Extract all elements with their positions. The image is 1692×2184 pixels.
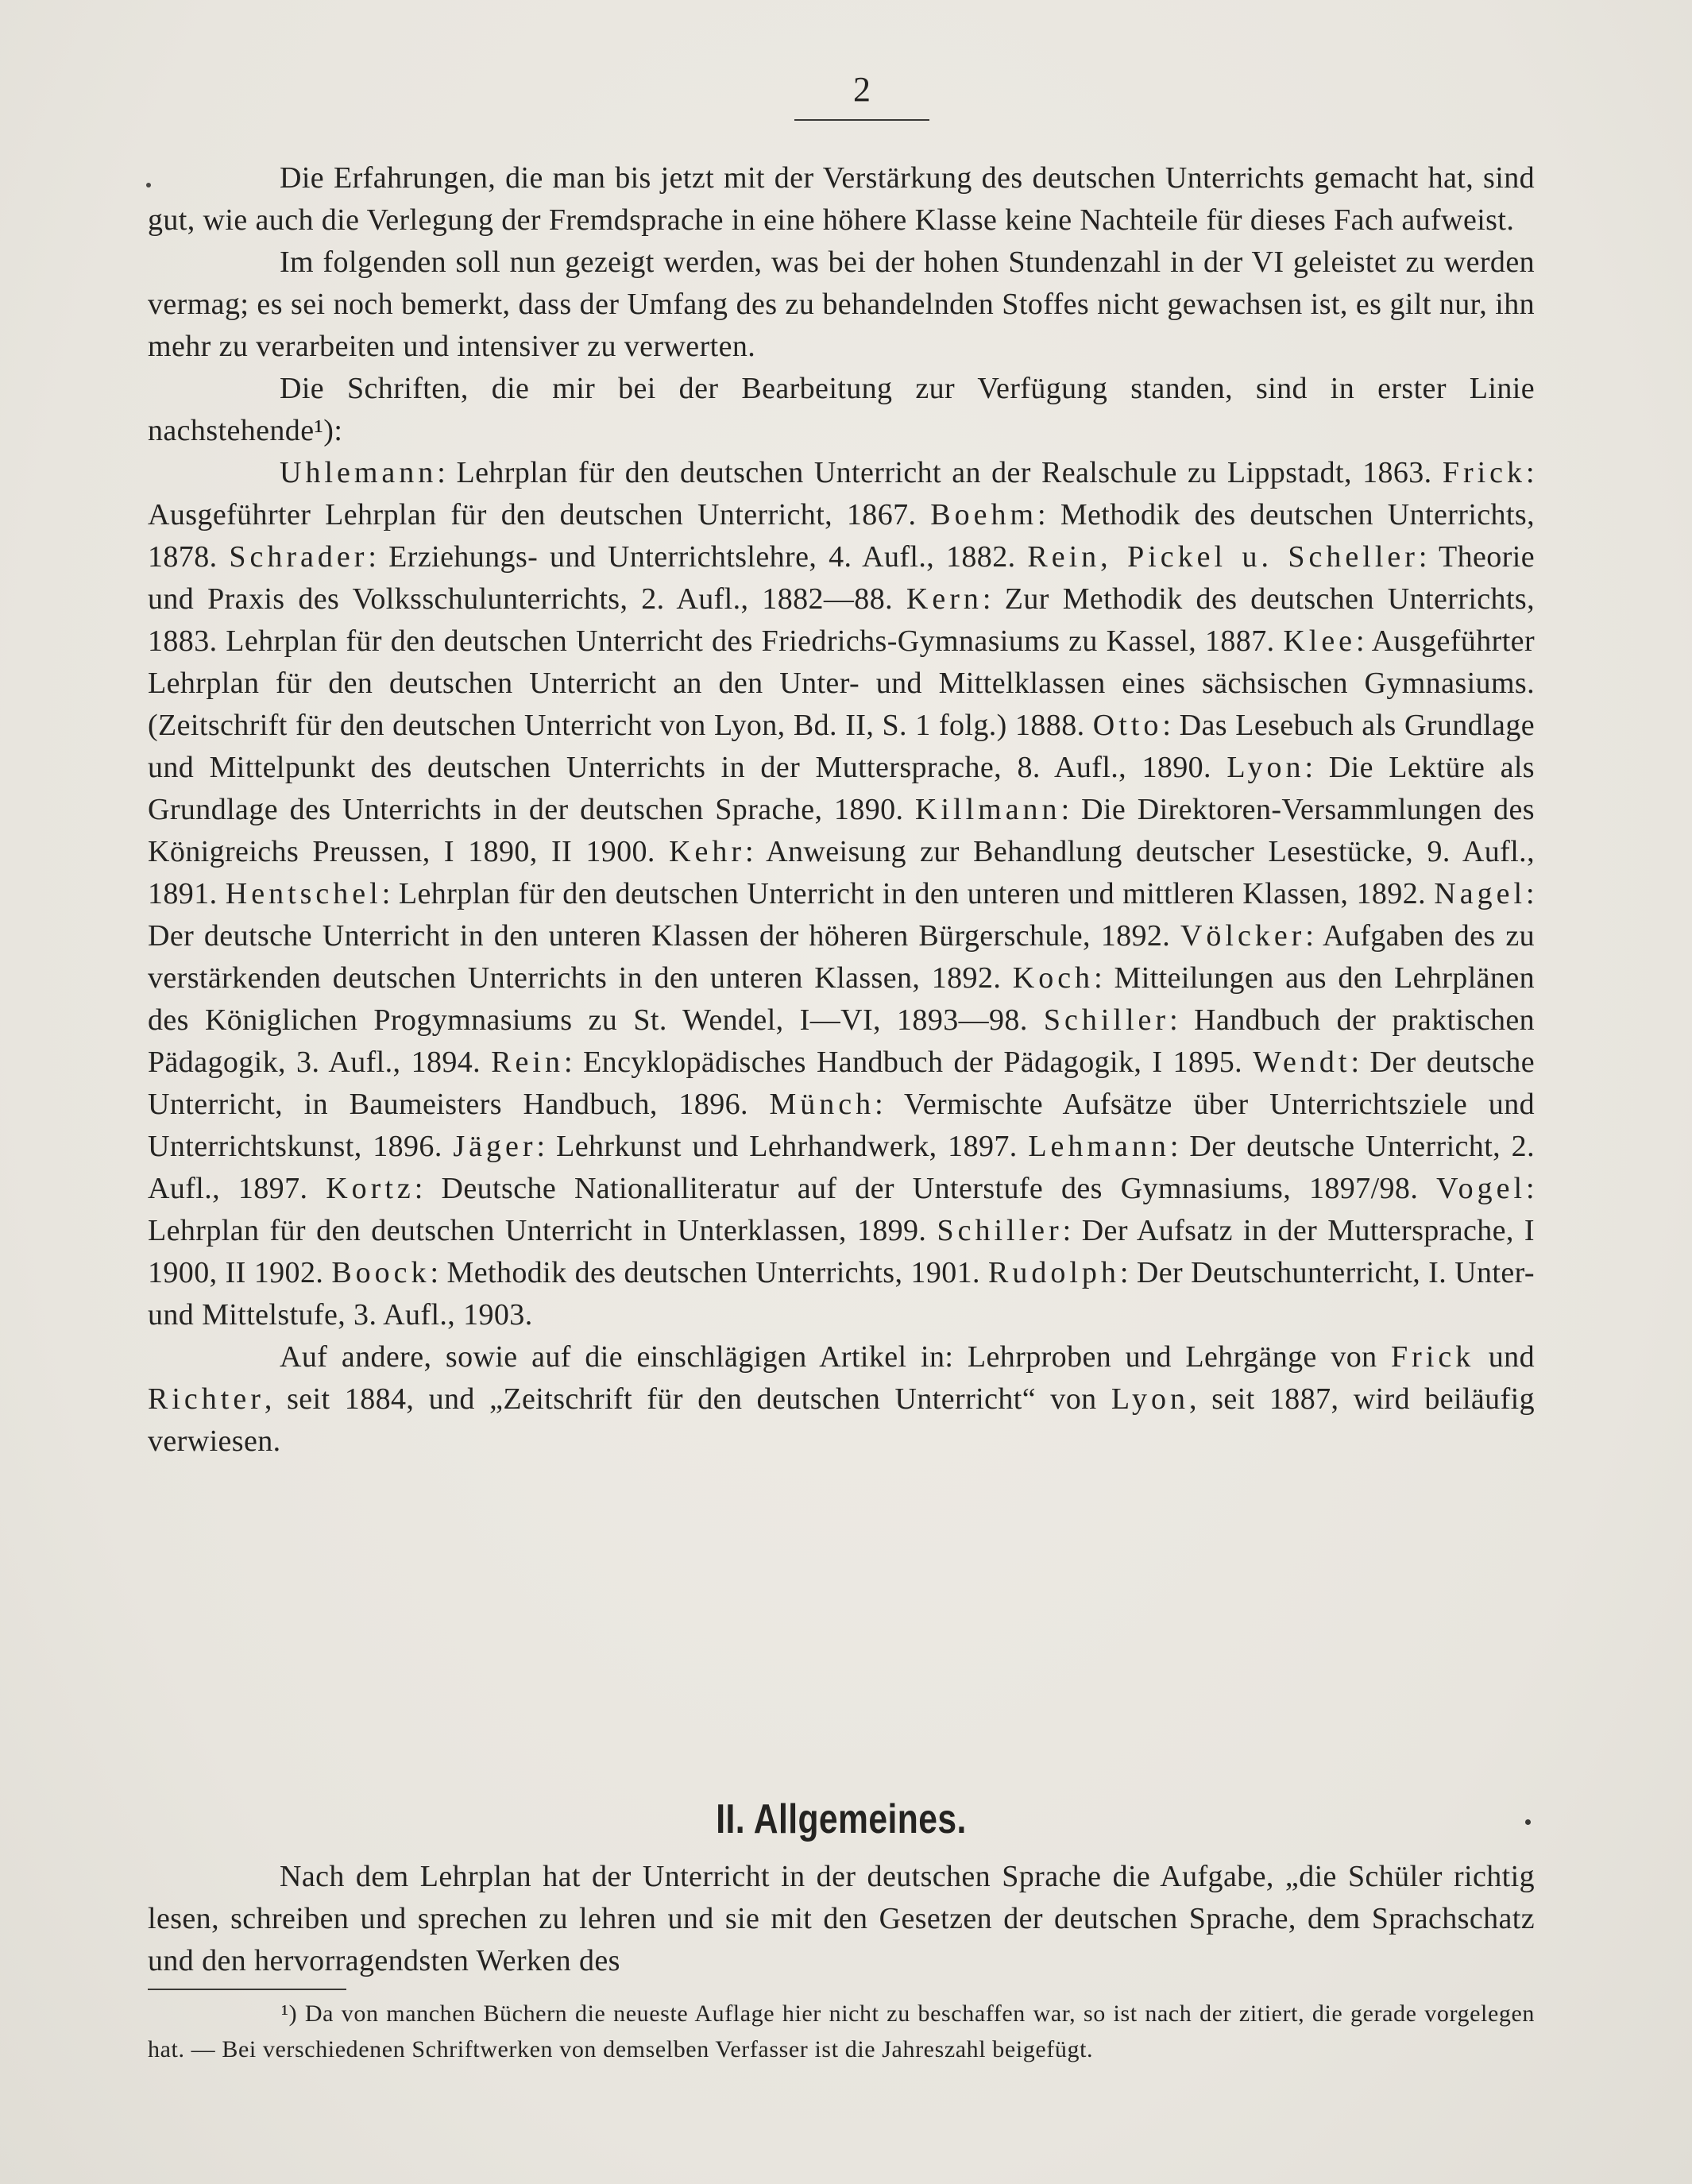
author-name: Kehr bbox=[669, 835, 746, 868]
text-run: : Das Lesebuch als Grundlage und Mittelpunkt des deutschen Unterrichts in der Muttersprache, 8. Aufl., 1890. bbox=[148, 709, 1535, 784]
text-run: Die Schriften, die mir bei der Bearbeitung zur Verfügung standen, sind in erster Linie nachstehende¹): bbox=[148, 372, 1535, 447]
author-name: Koch bbox=[1012, 961, 1095, 995]
text-run: : Lehrkunst und Lehrhandwerk, 1897. bbox=[536, 1130, 1029, 1163]
author-name: Lyon bbox=[1111, 1382, 1189, 1416]
text-run: : Aufgaben des zu verstärkenden deutschen Unterrichts in den unteren Klassen, 1892. bbox=[148, 919, 1535, 995]
paragraph bbox=[148, 242, 1535, 368]
author-name: Münch bbox=[769, 1088, 875, 1121]
text-run: : Die Direktoren-Versammlungen des Königreichs Preussen, I 1890, II 1900. bbox=[148, 793, 1535, 868]
paragraph bbox=[148, 1336, 1535, 1463]
author-name: Kortz bbox=[326, 1172, 415, 1205]
author-name: Rein, Pickel u. Scheller bbox=[1027, 540, 1419, 574]
author-name: Schiller bbox=[1043, 1003, 1170, 1037]
footnote bbox=[148, 1996, 1535, 2067]
text-run: : Der Deutschunterricht, I. Unter- und Mittelstufe, 3. Aufl., 1903. bbox=[148, 1256, 1535, 1332]
text-run: : Methodik des deutschen Unterrichts, 1901. bbox=[430, 1256, 988, 1289]
text-run: : Der deutsche Unterricht, 2. Aufl., 1897. bbox=[148, 1130, 1535, 1205]
paragraph bbox=[148, 368, 1535, 452]
author-name: Boehm bbox=[930, 498, 1038, 532]
section-heading: II. Allgemeines. bbox=[716, 1796, 967, 1842]
text-run: : Mitteilungen aus den Lehrplänen des Königlichen Progymnasiums zu St. Wendel, I—VI, 1893—98. bbox=[148, 961, 1535, 1037]
author-name: Killmann bbox=[915, 793, 1061, 826]
bibliography-paragraph bbox=[148, 452, 1535, 1336]
text-run: : Deutsche Nationalliteratur auf der Unterstufe des Gymnasiums, 1897/98. bbox=[414, 1172, 1437, 1205]
author-name: Jäger bbox=[453, 1130, 537, 1163]
text-run: : Der deutsche Unterricht in den unteren Klassen der höheren Bürgerschule, 1892. bbox=[148, 877, 1535, 953]
scan-speck bbox=[1525, 1819, 1531, 1825]
text-run: : Lehrplan für den deutschen Unterricht in den unteren und mittleren Klassen, 1892. bbox=[381, 877, 1435, 910]
text-run: : Vermischte Aufsätze über Unterrichtsziele und Unterrichtskunst, 1896. bbox=[148, 1088, 1535, 1163]
page-number: 2 bbox=[853, 70, 871, 109]
text-run: : Ausgeführter Lehrplan für den deutschen Unterricht an den Unter- und Mittelklassen eines sächsischen Gymnasiums. (Zeitschrift für den deutschen Unterricht von Lyon, Bd. II, S. 1 folg.) 1888. bbox=[148, 624, 1535, 742]
author-name: Uhlemann bbox=[280, 456, 438, 489]
author-name: Schiller bbox=[937, 1214, 1063, 1247]
text-run: : Lehrplan für den deutschen Unterricht an der Realschule zu Lippstadt, 1863. bbox=[437, 456, 1443, 489]
author-name: Boock bbox=[331, 1256, 431, 1289]
text-run: : Methodik des deutschen Unterrichts, 1878. bbox=[148, 498, 1535, 574]
text-run: Auf andere, sowie auf die einschlägigen Artikel in: Lehrproben und Lehrgänge von bbox=[280, 1340, 1392, 1374]
text-run: : Handbuch der praktischen Pädagogik, 3. Aufl., 1894. bbox=[148, 1003, 1536, 1079]
author-name: Klee bbox=[1283, 624, 1357, 658]
author-name: Richter bbox=[148, 1382, 265, 1416]
author-name: Wendt bbox=[1253, 1046, 1351, 1079]
author-name: Otto bbox=[1092, 709, 1163, 742]
text-run: : Zur Methodik des deutschen Unterrichts, 1883. Lehrplan für den deutschen Unterricht des Friedrichs-Gymnasiums zu Kassel, 1887. bbox=[148, 582, 1535, 658]
text-run: : Lehrplan für den deutschen Unterricht in Unterklassen, 1899. bbox=[148, 1172, 1535, 1247]
author-name: Lehmann bbox=[1028, 1130, 1170, 1163]
author-name: Rudolph bbox=[988, 1256, 1120, 1289]
text-run: Im folgenden soll nun gezeigt werden, was bei der hohen Stundenzahl in der VI geleistet zu werden vermag; es sei noch bemerkt, dass der Umfang des zu behandelnden Stoffes nicht gewachsen ist, es gilt nur, ihn mehr zu verarbeiten und intensiver zu verwerten. bbox=[148, 245, 1535, 363]
page-number-rule bbox=[794, 119, 929, 121]
footnote-rule bbox=[148, 1989, 346, 1990]
author-name: Hentschel bbox=[225, 877, 382, 910]
author-name: Schrader bbox=[229, 540, 369, 574]
body-text bbox=[148, 157, 1535, 1463]
text-run: , seit 1887, wird beiläufig verwiesen. bbox=[148, 1382, 1535, 1458]
text-run: Die Erfahrungen, die man bis jetzt mit der Verstärkung des deutschen Unterrichts gemacht hat, sind gut, wie auch die Verlegung der Fremdsprache in eine höhere Klasse keine Nachteile für dieses Fach aufweist. bbox=[148, 161, 1535, 237]
author-name: Frick bbox=[1391, 1340, 1475, 1374]
author-name: Rein bbox=[491, 1046, 564, 1079]
section-heading-block bbox=[148, 1788, 1535, 1851]
text-run: : Ausgeführter Lehrplan für den deutschen Unterricht, 1867. bbox=[148, 456, 1535, 532]
text-run: : Theorie und Praxis des Volksschulunterrichts, 2. Aufl., 1882—88. bbox=[148, 540, 1535, 616]
section-paragraph: Nach dem Lehrplan hat der Unterricht in der deutschen Sprache die Aufgabe, „die Schüler richtig lesen, schreiben und sprechen zu lehren und sie mit den Gesetzen der deutschen Sprache, dem Sprachschatz und den hervorragendsten Werken des bbox=[148, 1860, 1535, 1977]
text-run: und bbox=[1474, 1340, 1535, 1374]
author-name: Kern bbox=[906, 582, 983, 616]
text-run: , seit 1884, und „Zeitschrift für den deutschen Unterricht“ von bbox=[264, 1382, 1111, 1416]
text-run: : Erziehungs- und Unterrichtslehre, 4. Aufl., 1882. bbox=[368, 540, 1028, 574]
text-run: : Anweisung zur Behandlung deutscher Lesestücke, 9. Aufl., 1891. bbox=[148, 835, 1535, 910]
text-run: : Encyklopädisches Handbuch der Pädagogik, I 1895. bbox=[563, 1046, 1254, 1079]
text-run: : Der deutsche Unterricht, in Baumeisters Handbuch, 1896. bbox=[148, 1046, 1535, 1121]
author-name: Vogel bbox=[1436, 1172, 1527, 1205]
footnote-text: ¹) Da von manchen Büchern die neueste Auflage hier nicht zu beschaffen war, so ist nach der zitiert, die gerade vorgelegen hat. — Bei verschiedenen Schriftwerken von demselben Verfasser ist die Jahreszahl beigefügt. bbox=[148, 2000, 1535, 2062]
text-run: : Der Aufsatz in der Muttersprache, I 1900, II 1902. bbox=[148, 1214, 1535, 1289]
author-name: Nagel bbox=[1434, 877, 1527, 910]
text-run: : Die Lektüre als Grundlage des Unterrichts in der deutschen Sprache, 1890. bbox=[148, 751, 1535, 826]
author-name: Lyon bbox=[1227, 751, 1305, 784]
section-body bbox=[148, 1856, 1535, 1982]
author-name: Frick bbox=[1442, 456, 1527, 489]
paragraph bbox=[148, 157, 1535, 242]
author-name: Völcker bbox=[1180, 919, 1306, 953]
